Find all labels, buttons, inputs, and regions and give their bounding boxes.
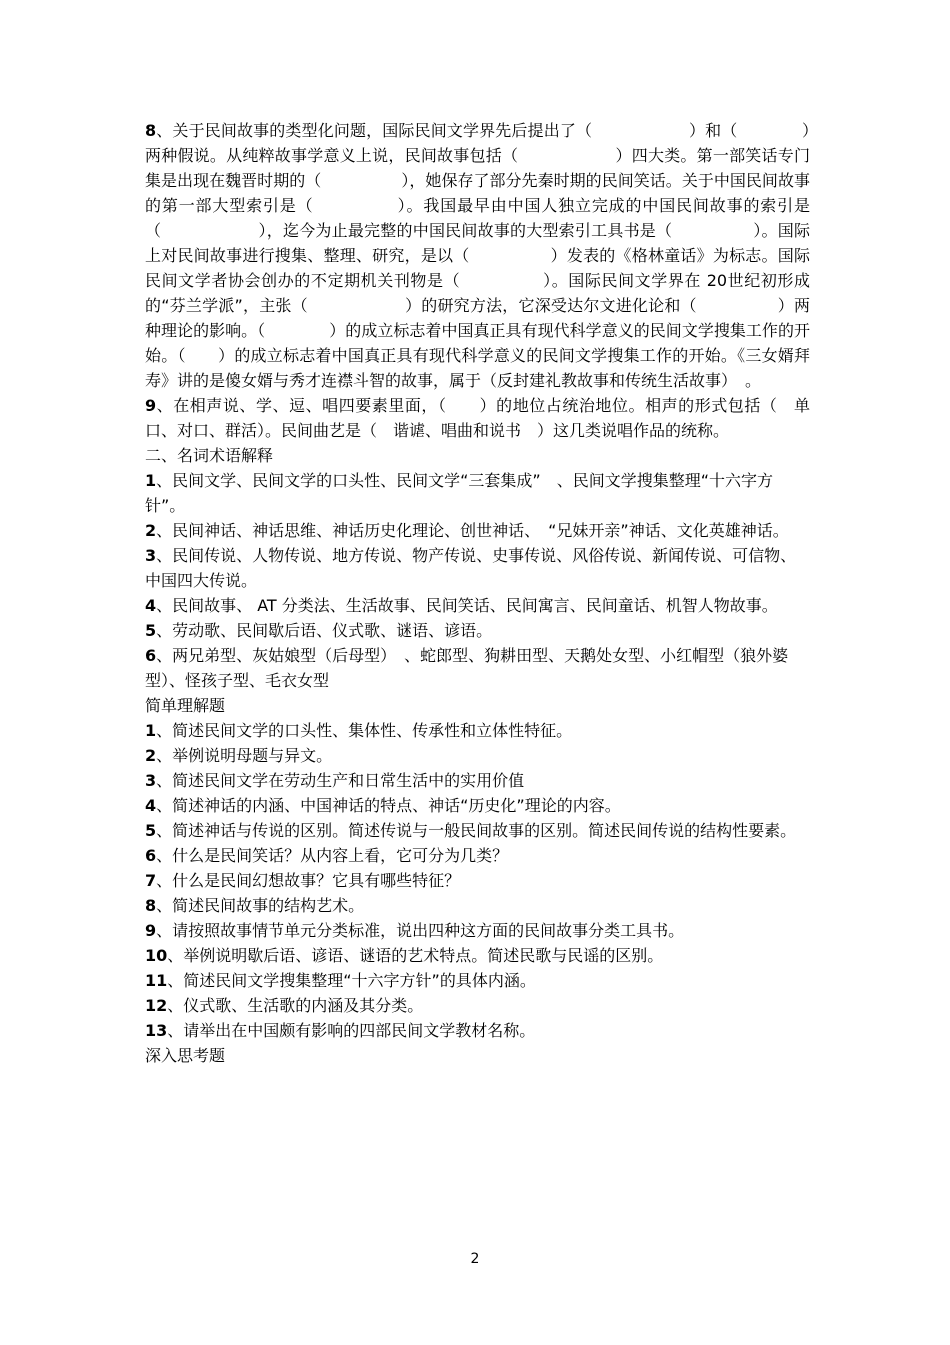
item-text: 、举例说明母题与异文。 <box>156 746 333 765</box>
item-number: 3 <box>145 546 157 565</box>
list-item <box>145 968 810 993</box>
item-number: 6 <box>145 646 157 665</box>
list-item <box>145 993 810 1018</box>
item-number: 11 <box>145 971 168 990</box>
item-text: 、民间传说、人物传说、地方传说、物产传说、史事传说、风俗传说、新闻传说、可信物、中国四大传说。 <box>145 546 797 590</box>
item-text: 、劳动歌、民间歇后语、仪式歌、谜语、谚语。 <box>156 621 493 640</box>
item-text: 、两兄弟型、灰姑娘型（后母型） 、蛇郎型、狗耕田型、天鹅处女型、小红帽型（狼外婆型）、怪孩子型、毛衣女型 <box>145 646 789 690</box>
item-number: 9 <box>145 396 157 415</box>
terms-list <box>145 468 810 693</box>
list-item <box>145 943 810 968</box>
section-title-terms: 二、名词术语解释 <box>145 446 274 465</box>
section-title-simple: 简单理解题 <box>145 696 226 715</box>
item-number: 2 <box>145 746 157 765</box>
item-text: 、请按照故事情节单元分类标准，说出四种这方面的民间故事分类工具书。 <box>156 921 685 940</box>
item-text: 、民间故事、 AT 分类法、生活故事、民间笑话、民间寓言、民间童话、机智人物故事。 <box>156 596 778 615</box>
list-item <box>145 843 810 868</box>
list-item <box>145 543 810 593</box>
item-number: 5 <box>145 621 157 640</box>
item-number: 8 <box>145 896 157 915</box>
item-text: 、简述民间文学在劳动生产和日常生活中的实用价值 <box>156 771 525 790</box>
item-number: 10 <box>145 946 168 965</box>
page-number: 2 <box>470 1251 480 1267</box>
item-text: 、在相声说、学、逗、唱四要素里面，（ ）的地位占统治地位。相声的形式包括（ 单口、对口、群活）。民间曲艺是（ 谐谑、唱曲和说书 ）这几类说唱作品的统称。 <box>145 396 810 440</box>
item-text: 、简述神话的内涵、中国神话的特点、神话“历史化”理论的内容。 <box>156 796 621 815</box>
item-number: 3 <box>145 771 157 790</box>
simple-questions-list <box>145 718 810 1043</box>
list-item <box>145 768 810 793</box>
list-item <box>145 518 810 543</box>
item-text: 、简述民间文学搜集整理“十六字方针”的具体内涵。 <box>167 971 536 990</box>
list-item <box>145 793 810 818</box>
section-title-deep: 深入思考题 <box>145 1046 226 1065</box>
list-item <box>145 618 810 643</box>
item-text: 、简述神话与传说的区别。简述传说与一般民间故事的区别。简述民间传说的结构性要素。 <box>156 821 797 840</box>
item-text: 、民间神话、神话思维、神话历史化理论、创世神话、 “兄妹开亲”神话、文化英雄神话。 <box>156 521 789 540</box>
list-item <box>145 718 810 743</box>
list-item <box>145 468 810 518</box>
item-text: 、民间文学、民间文学的口头性、民间文学“三套集成” 、民间文学搜集整理“十六字方针”。 <box>145 471 774 515</box>
list-item <box>145 1018 810 1043</box>
document-page <box>145 118 810 1068</box>
item-text: 、简述民间文学的口头性、集体性、传承性和立体性特征。 <box>156 721 573 740</box>
item-number: 1 <box>145 471 157 490</box>
paragraph-9 <box>145 393 810 443</box>
list-item <box>145 893 810 918</box>
list-item <box>145 743 810 768</box>
item-text: 、请举出在中国颇有影响的四部民间文学教材名称。 <box>167 1021 536 1040</box>
item-number: 2 <box>145 521 157 540</box>
item-text: 、关于民间故事的类型化问题，国际民间文学界先后提出了（ ）和（ ）两种假说。从纯粹故事学意义上说，民间故事包括（ ）四大类。第一部笑话专门集是出现在魏晋时期的（ ），她保存了部分先秦时期的民间笑话。关于中国民间故事的第一部大型索引是（ ）。我国最早由中国人独立完成的中国民间故事的索引是（ ），迄今为止最完整的中国民间故事的大型索引工具书是（ ）。国际上对民间故事进行搜集、整理、研究，是以（ ）发表的《格林童话》为标志。国际民间文学者协会创办的不定期机关刊物是（ ）。国际民间文学界在 20世纪初形成的“芬兰学派”，主张（ ）的研究方法，它深受达尔文进化论和（ ）两种理论的影响。（ ）的成立标志着中国真正具有现代科学意义的民间文学搜集工作的开始。（ ）的成立标志着中国真正具有现代科学意义的民间文学搜集工作的开始。《三女婿拜寿》讲的是傻女婿与秀才连襟斗智的故事，属于（反封建礼教故事和传统生活故事） 。 <box>145 121 810 390</box>
item-number: 4 <box>145 596 157 615</box>
list-item <box>145 868 810 893</box>
paragraph-8 <box>145 118 810 393</box>
item-number: 12 <box>145 996 168 1015</box>
list-item <box>145 643 810 693</box>
item-number: 7 <box>145 871 157 890</box>
item-number: 13 <box>145 1021 168 1040</box>
list-item <box>145 593 810 618</box>
item-number: 9 <box>145 921 157 940</box>
item-text: 、简述民间故事的结构艺术。 <box>156 896 365 915</box>
item-number: 5 <box>145 821 157 840</box>
list-item <box>145 918 810 943</box>
item-text: 、举例说明歇后语、谚语、谜语的艺术特点。简述民歌与民谣的区别。 <box>167 946 664 965</box>
item-text: 、什么是民间笑话？从内容上看，它可分为几类？ <box>156 846 509 865</box>
item-number: 8 <box>145 121 157 140</box>
item-text: 、仪式歌、生活歌的内涵及其分类。 <box>167 996 424 1015</box>
item-text: 、什么是民间幻想故事？它具有哪些特征？ <box>156 871 461 890</box>
list-item <box>145 818 810 843</box>
item-number: 4 <box>145 796 157 815</box>
item-number: 6 <box>145 846 157 865</box>
item-number: 1 <box>145 721 157 740</box>
